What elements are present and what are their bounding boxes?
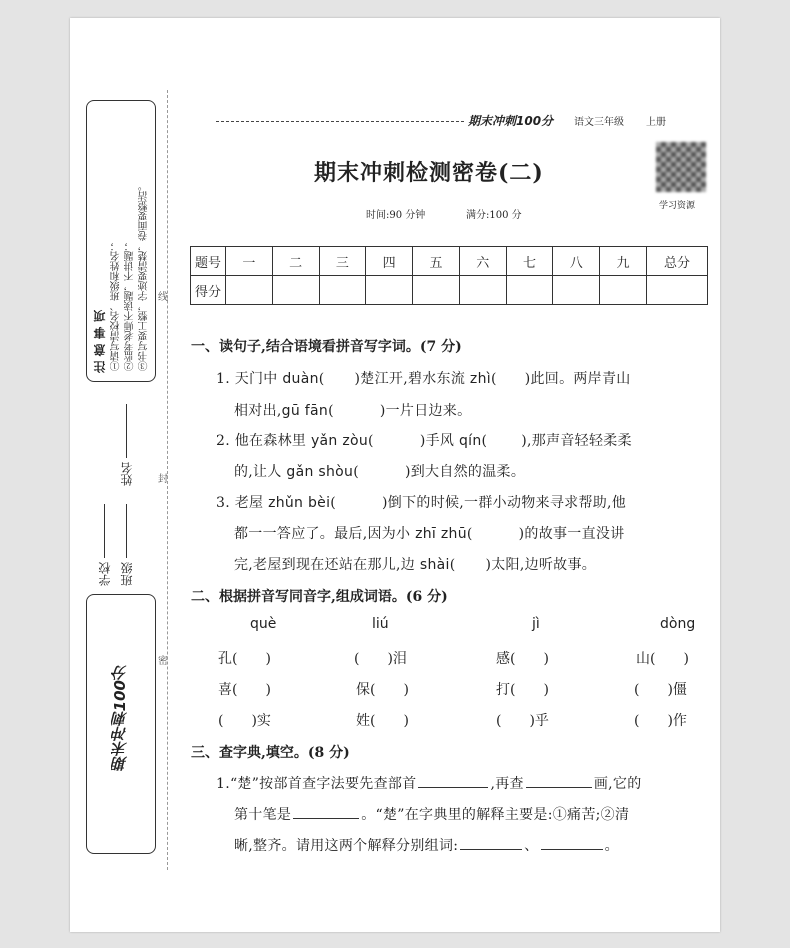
score-cell[interactable] <box>553 276 600 305</box>
notice-item-2: ②监考老师不读题，不讲题； <box>125 241 136 371</box>
qr-code-image <box>656 142 706 192</box>
notice-item-1: ①请写清校名、班级和姓名； <box>111 241 122 371</box>
student-info-fields <box>86 388 154 606</box>
pinyin-dong: dòng <box>660 616 696 632</box>
s3-line-3: 晰,整齐。请用这两个解释分别组词: 、 。 <box>234 838 619 854</box>
score-cell[interactable] <box>366 276 413 305</box>
q3-line-b: 都一一答应了。最后,因为小 zhī zhū( )的故事一直没讲 <box>234 526 625 542</box>
word-cell: 姓( ) <box>356 713 409 729</box>
col-2: 二 <box>272 247 319 276</box>
col-total: 总分 <box>647 247 708 276</box>
score-cell[interactable] <box>600 276 647 305</box>
score-cell[interactable] <box>319 276 366 305</box>
exam-paper <box>70 18 720 932</box>
score-table <box>190 246 708 305</box>
cut-mark-seal: 封 <box>158 474 168 485</box>
q3-line-a: 3. 老屋 zhǔn bèi( )倒下的时候,一群小动物来寻求帮助,他 <box>216 495 627 511</box>
score-table-score-row <box>191 276 708 305</box>
section-2-title: 二、根据拼音写同音字,组成词语。(6 分) <box>191 589 448 605</box>
section-1-title: 一、读句子,结合语境看拼音写字词。(7 分) <box>191 339 462 355</box>
col-5: 五 <box>413 247 460 276</box>
col-7: 七 <box>506 247 553 276</box>
question-number-label: 题号 <box>191 247 226 276</box>
header-dash-line <box>216 121 464 122</box>
pinyin-liu: liú <box>372 616 389 632</box>
cut-mark-line: 线 <box>158 292 168 303</box>
exam-title: 期末冲刺检测密卷(二) <box>314 160 544 186</box>
word-cell: 喜( ) <box>218 682 271 698</box>
word-cell: ( )僵 <box>634 682 687 698</box>
s3-line-1: 1.“楚”按部首查字法要先查部首 ,再查 画,它的 <box>216 776 642 792</box>
score-cell[interactable] <box>226 276 273 305</box>
class-label: 班级 <box>120 562 134 586</box>
name-label: 姓名 <box>120 462 134 486</box>
q1-line-a: 1. 天门中 duàn( )楚江开,碧水东流 zhì( )此回。两岸青山 <box>216 371 631 387</box>
score-cell[interactable] <box>272 276 319 305</box>
notice-box <box>86 100 156 382</box>
score-label: 得分 <box>191 276 226 305</box>
word-cell: ( )乎 <box>496 713 549 729</box>
class-field[interactable] <box>118 400 135 586</box>
word-cell: 打( ) <box>496 682 549 698</box>
series-name: 期末冲刺100分 <box>468 114 554 128</box>
notice-item-3: ③书写要工整，字迹要清楚，卷面要整洁。 <box>139 181 150 371</box>
subject-grade: 语文三年级 <box>574 117 624 128</box>
col-8: 八 <box>553 247 600 276</box>
col-3: 三 <box>319 247 366 276</box>
word-cell: 保( ) <box>356 682 409 698</box>
col-6: 六 <box>459 247 506 276</box>
score-cell[interactable] <box>413 276 460 305</box>
col-1: 一 <box>226 247 273 276</box>
word-cell: 山( ) <box>636 651 689 667</box>
s3-line-2: 第十笔是 。“楚”在字典里的解释主要是:①痛苦;②清 <box>234 807 630 823</box>
score-cell[interactable] <box>459 276 506 305</box>
word-cell: 感( ) <box>496 651 549 667</box>
exam-full-score: 满分:100 分 <box>466 210 522 221</box>
pinyin-que: què <box>250 616 277 632</box>
q2-line-b: 的,让人 gǎn shòu( )到大自然的温柔。 <box>234 464 526 480</box>
school-field[interactable] <box>96 500 113 586</box>
exam-time: 时间:90 分钟 <box>366 210 426 221</box>
pinyin-ji: jì <box>532 616 540 632</box>
brand-side-box <box>86 594 156 854</box>
col-9: 九 <box>600 247 647 276</box>
word-cell: ( )实 <box>218 713 271 729</box>
word-cell: ( )作 <box>634 713 687 729</box>
word-cell: 孔( ) <box>218 651 271 667</box>
school-label: 学校 <box>98 562 112 586</box>
notice-title: 注意事项 <box>93 305 107 373</box>
q1-line-b: 相对出,gū fān( )一片日边来。 <box>234 403 472 419</box>
col-4: 四 <box>366 247 413 276</box>
volume: 上册 <box>646 117 666 128</box>
score-cell-total[interactable] <box>647 276 708 305</box>
word-cell: ( )泪 <box>354 651 407 667</box>
q2-line-a: 2. 他在森林里 yǎn zòu( )手风 qín( ),那声音轻轻柔柔 <box>216 433 632 449</box>
score-cell[interactable] <box>506 276 553 305</box>
cut-mark-secret: 密 <box>158 656 168 667</box>
qr-label: 学习资源 <box>659 201 696 211</box>
q3-line-c: 完,老屋到现在还站在那儿,边 shài( )太阳,边听故事。 <box>234 557 597 573</box>
section-3-title: 三、查字典,填空。(8 分) <box>191 745 350 761</box>
score-table-header-row <box>191 247 708 276</box>
brand-side-text: 期末冲刺100分 <box>111 665 129 772</box>
